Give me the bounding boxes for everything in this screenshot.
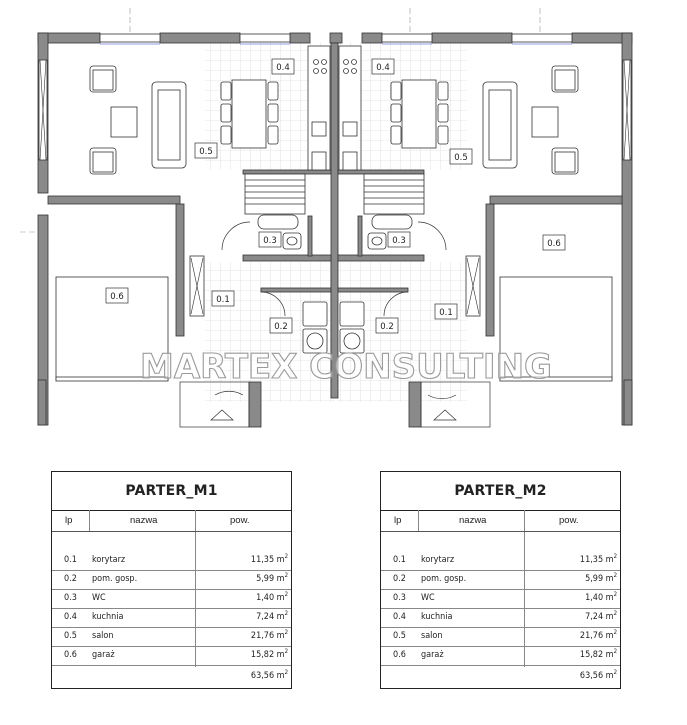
room-label-m2-salon: 0.5 — [454, 153, 468, 163]
table-total: 63,56 m — [579, 671, 614, 681]
room-label-m2-utility: 0.2 — [380, 322, 394, 332]
table-row: 0.5 salon 21,76 $m^2$ — [52, 627, 291, 647]
room-label-m1-garage: 0.6 — [110, 292, 124, 302]
table-header — [381, 510, 620, 532]
table-header — [52, 510, 291, 532]
room-label-m1-kitchen: 0.4 — [276, 63, 290, 73]
header-nazwa: nazwa — [459, 515, 487, 526]
table-row: 0.6 garaż 15,82 $m^2$ — [52, 646, 291, 666]
table-row: 0.3 WC 1,40 $m^2$ — [381, 589, 620, 609]
table-row: 0.2 pom. gosp. 5,99 $m^2$ — [52, 570, 291, 590]
table-row: 0.4 kuchnia 7,24 $m^2$ — [52, 608, 291, 628]
room-label-m2-kitchen: 0.4 — [376, 63, 390, 73]
room-label-m2-garage: 0.6 — [547, 239, 561, 249]
header-pow: pow. — [230, 515, 250, 526]
room-label-m2-corridor: 0.1 — [439, 308, 453, 318]
table-total: 63,56 m — [250, 671, 285, 681]
table-title: PARTER_M2 — [381, 472, 620, 511]
area-table-m1 — [51, 471, 292, 689]
table-row: 0.3 WC 1,40 $m^2$ — [52, 589, 291, 609]
table-row: 0.5 salon 21,76 $m^2$ — [381, 627, 620, 647]
table-total-row: 63,56 $m^2$ — [250, 669, 288, 681]
table-row: 0.6 garaż 15,82 $m^2$ — [381, 646, 620, 666]
room-label-m1-wc: 0.3 — [263, 236, 277, 246]
table-row: 0.4 kuchnia 7,24 $m^2$ — [381, 608, 620, 628]
header-lp: lp — [394, 515, 402, 526]
room-label-m1-salon: 0.5 — [199, 147, 213, 157]
room-label-m2-wc: 0.3 — [392, 236, 406, 246]
table-title: PARTER_M1 — [52, 472, 291, 511]
table-total-row: 63,56 $m^2$ — [579, 669, 617, 681]
room-label-m1-corridor: 0.1 — [216, 295, 230, 305]
header-lp: lp — [65, 515, 73, 526]
header-pow: pow. — [559, 515, 579, 526]
table-row: 0.1 korytarz 11,35 $m^2$ — [381, 551, 620, 571]
watermark: MARTEX CONSULTING — [140, 347, 552, 387]
table-row: 0.2 pom. gosp. 5,99 $m^2$ — [381, 570, 620, 590]
table-row: 0.1 korytarz 11,35 $m^2$ — [52, 551, 291, 571]
header-nazwa: nazwa — [130, 515, 158, 526]
room-label-m1-utility: 0.2 — [274, 322, 288, 332]
area-table-m2 — [380, 471, 621, 689]
